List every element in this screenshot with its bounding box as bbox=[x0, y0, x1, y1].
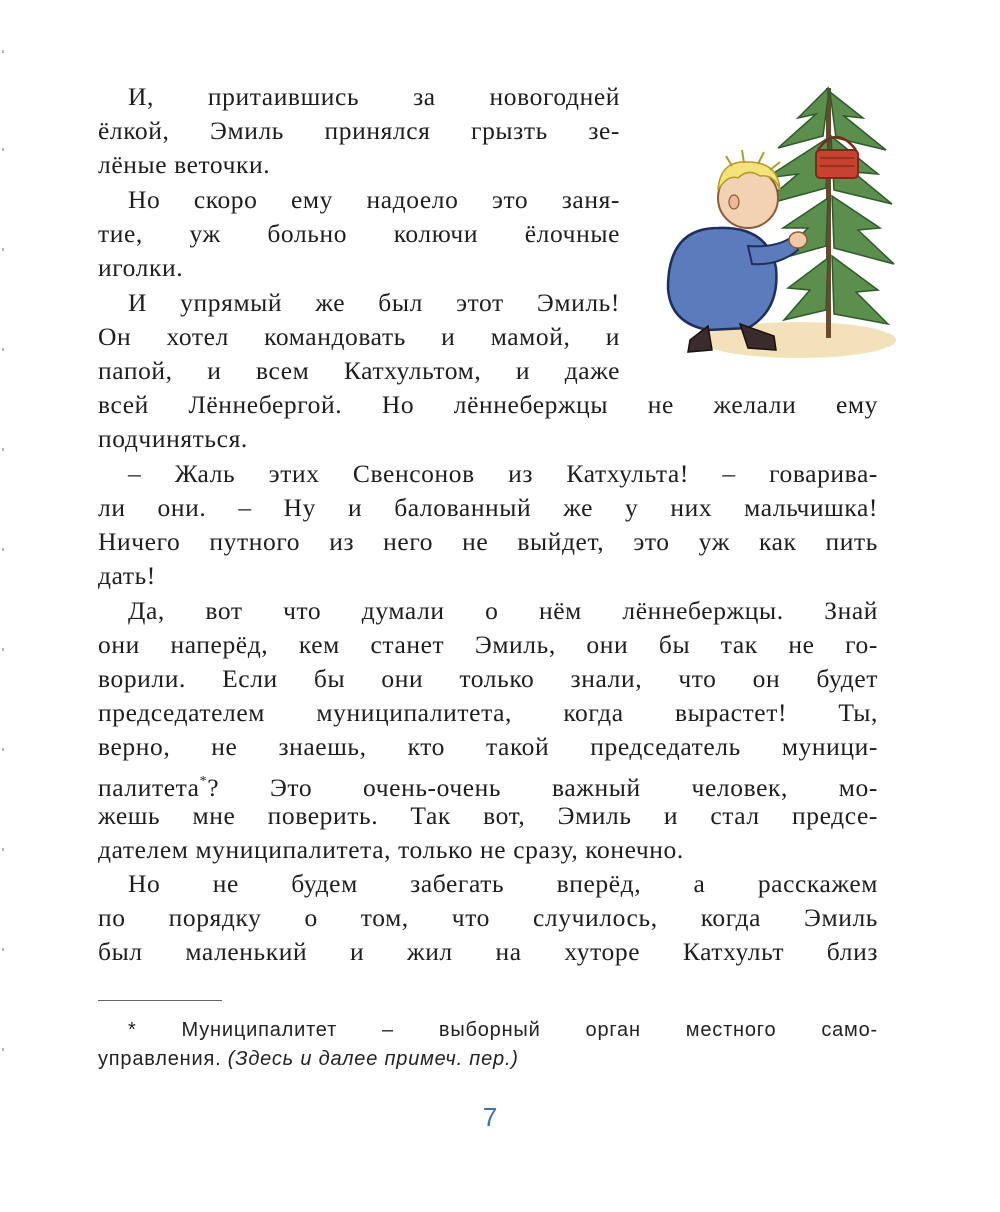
text-line: Но не будем забегать вперёд, а расскажем bbox=[128, 869, 878, 898]
footnote-line bbox=[98, 1044, 519, 1074]
text-line: дать! bbox=[98, 561, 156, 590]
text-line: папой, и всем Катхультом, и даже bbox=[98, 356, 620, 385]
text-segment: ? Это очень-очень важный человек, мо- bbox=[207, 773, 878, 802]
footnote-text: управления. bbox=[98, 1048, 228, 1070]
binding-mark bbox=[2, 548, 4, 551]
text-line: иголки. bbox=[98, 253, 184, 282]
text-line: Он хотел командовать и мамой, и bbox=[98, 322, 620, 351]
text-line: был маленький и жил на хуторе Катхульт близ bbox=[98, 937, 878, 966]
footnote-note: (Здесь и далее примеч. пер.) bbox=[227, 1048, 519, 1070]
binding-mark bbox=[2, 148, 4, 151]
binding-mark bbox=[2, 348, 4, 351]
text-line: Ничего путного из него не выйдет, это уж как пить bbox=[98, 527, 878, 556]
footnote-rule bbox=[98, 1000, 222, 1001]
text-line: ворили. Если бы они только знали, что он будет bbox=[98, 664, 878, 693]
text-line: И упрямый же был этот Эмиль! bbox=[128, 288, 620, 317]
page-number: 7 bbox=[482, 1102, 498, 1132]
text-line: И, притаившись за новогодней bbox=[128, 82, 620, 111]
text-line: председателем муниципалитета, когда вырастет! Ты, bbox=[98, 698, 878, 727]
text-line: жешь мне поверить. Так вот, Эмиль и стал предсе- bbox=[98, 801, 878, 830]
text-line: тие, уж больно колючи ёлочные bbox=[98, 219, 620, 248]
text-line: ли они. – Ну и балованный же у них мальчишка! bbox=[98, 493, 878, 522]
text-line: подчиняться. bbox=[98, 424, 248, 453]
text-line: Да, вот что думали о нём лённебержцы. Знай bbox=[128, 596, 878, 625]
binding-mark bbox=[2, 848, 4, 851]
text-segment: палитета bbox=[98, 773, 200, 802]
text-line: Но скоро ему надоело это заня- bbox=[128, 185, 620, 214]
text-line: – Жаль этих Свенсонов из Катхульта! – говарива- bbox=[128, 459, 878, 488]
binding-mark bbox=[2, 1048, 4, 1051]
binding-mark bbox=[2, 248, 4, 251]
text-line: дателем муниципалитета, только не сразу, конечно. bbox=[98, 835, 684, 864]
binding-mark bbox=[2, 748, 4, 751]
footnote-marker: * bbox=[199, 774, 208, 789]
binding-mark bbox=[2, 648, 4, 651]
text-line: лёные веточки. bbox=[98, 150, 271, 179]
binding-mark bbox=[2, 448, 4, 451]
text-line bbox=[98, 765, 878, 802]
binding-mark bbox=[2, 50, 4, 53]
binding-mark bbox=[2, 948, 4, 951]
text-line: они наперёд, кем станет Эмиль, они бы так не го- bbox=[98, 630, 878, 659]
text-line: ёлкой, Эмиль принялся грызть зе- bbox=[98, 116, 620, 145]
text-line: по порядку о том, что случилось, когда Эмиль bbox=[98, 903, 878, 932]
text-line: всей Лённебергой. Но лённебержцы не желали ему bbox=[98, 390, 878, 419]
footnote-line: * Муниципалитет – выборный орган местного само- bbox=[128, 1019, 878, 1041]
text-line: верно, не знаешь, кто такой председатель муници- bbox=[98, 732, 878, 761]
boy-by-christmas-tree-illustration bbox=[648, 78, 896, 368]
